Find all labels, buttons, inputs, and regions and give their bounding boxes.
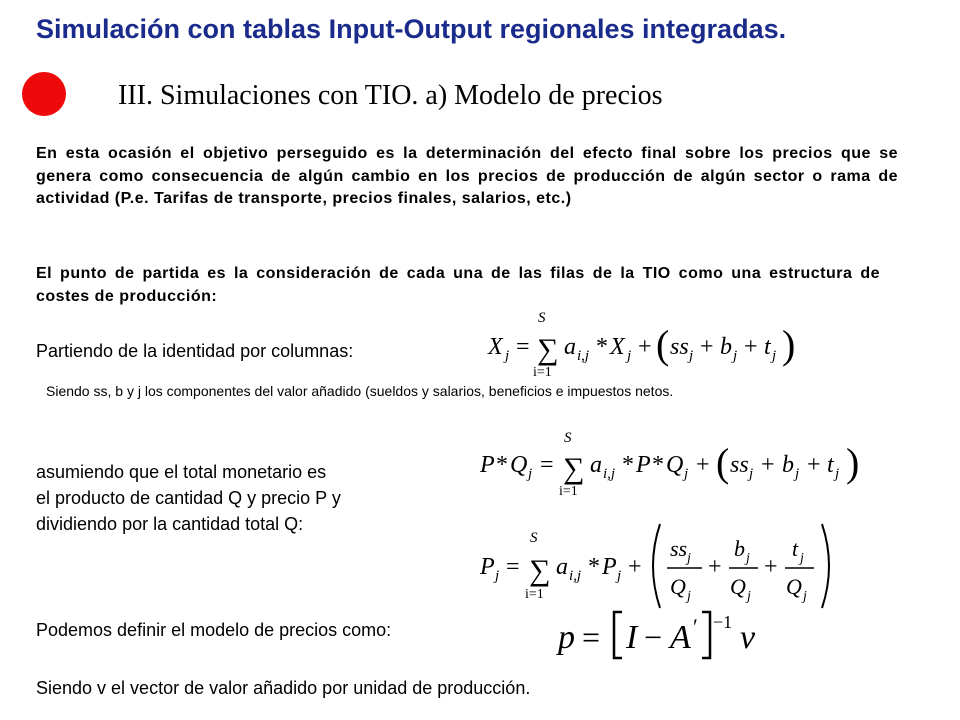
svg-text:A: A bbox=[670, 619, 691, 656]
svg-text:j: j bbox=[495, 568, 500, 584]
svg-text:p: p bbox=[558, 619, 575, 656]
svg-text:Q: Q bbox=[730, 574, 746, 599]
svg-text:i=1: i=1 bbox=[559, 484, 578, 499]
svg-text:j: j bbox=[687, 551, 691, 566]
assumption-line-2: el producto de cantidad Q y precio P y bbox=[36, 488, 341, 508]
svg-text:=: = bbox=[582, 619, 601, 655]
svg-text:): ) bbox=[846, 440, 860, 485]
svg-text:i=1: i=1 bbox=[525, 587, 544, 602]
svg-text:j: j bbox=[733, 348, 738, 364]
svg-text:+: + bbox=[628, 554, 642, 580]
svg-text:j: j bbox=[689, 348, 694, 364]
equation-unit-price bbox=[478, 518, 858, 614]
svg-text:=: = bbox=[516, 334, 530, 360]
svg-text:*: * bbox=[496, 452, 508, 478]
svg-text:P: P bbox=[602, 554, 617, 580]
svg-text:∑: ∑ bbox=[537, 333, 559, 366]
svg-text:+: + bbox=[708, 554, 722, 580]
svg-text:t: t bbox=[764, 334, 771, 360]
svg-text:+: + bbox=[638, 334, 652, 360]
slide-title: Simulación con tablas Input-Output regionales integradas. bbox=[36, 14, 787, 44]
svg-text:i,j: i,j bbox=[603, 466, 616, 482]
svg-text:b: b bbox=[782, 452, 794, 478]
svg-text:i,j: i,j bbox=[569, 568, 582, 584]
value-added-vector-text: Siendo v el vector de valor añadido por unidad de producción. bbox=[36, 678, 531, 698]
svg-text:P: P bbox=[636, 452, 651, 478]
equation-price-model bbox=[556, 604, 776, 664]
svg-text:*: * bbox=[588, 554, 600, 580]
svg-text:a: a bbox=[556, 554, 568, 580]
svg-text:j: j bbox=[835, 466, 840, 482]
red-bullet-circle bbox=[22, 72, 66, 116]
svg-text:S: S bbox=[530, 530, 538, 546]
svg-text:*: * bbox=[596, 334, 608, 360]
svg-text:): ) bbox=[782, 322, 796, 367]
svg-text:=: = bbox=[540, 452, 554, 478]
assumption-text bbox=[36, 459, 341, 537]
svg-text:*: * bbox=[622, 452, 634, 478]
svg-text:j: j bbox=[747, 589, 751, 604]
svg-text:S: S bbox=[564, 430, 572, 446]
svg-text:a: a bbox=[590, 452, 602, 478]
svg-text:+: + bbox=[761, 452, 775, 478]
svg-text:P: P bbox=[480, 452, 495, 478]
svg-text:j: j bbox=[803, 589, 807, 604]
svg-text:+: + bbox=[744, 334, 758, 360]
svg-text:j: j bbox=[528, 466, 533, 482]
svg-text:j: j bbox=[627, 348, 632, 364]
assumption-line-3: dividiendo por la cantidad total Q: bbox=[36, 514, 304, 534]
value-added-components-note: Siendo ss, b y j los componentes del valor añadido (sueldos y salarios, beneficios e impuestos netos. bbox=[46, 383, 674, 399]
sum-upper-limit: S bbox=[538, 310, 546, 326]
svg-text:j: j bbox=[795, 466, 800, 482]
sum-lower-limit: i=1 bbox=[533, 365, 552, 380]
svg-text:j: j bbox=[746, 551, 750, 566]
svg-text:+: + bbox=[700, 334, 714, 360]
svg-text:b: b bbox=[720, 334, 732, 360]
svg-text:Q: Q bbox=[510, 452, 528, 478]
svg-text:*: * bbox=[652, 452, 664, 478]
svg-text:+: + bbox=[764, 554, 778, 580]
svg-text:j: j bbox=[505, 348, 510, 364]
svg-text:j: j bbox=[772, 348, 777, 364]
svg-text:X: X bbox=[610, 334, 625, 360]
svg-text:j: j bbox=[684, 466, 689, 482]
svg-text:+: + bbox=[696, 452, 710, 478]
svg-text:∑: ∑ bbox=[529, 554, 551, 587]
svg-text:Q: Q bbox=[786, 574, 802, 599]
equation-price-quantity bbox=[478, 428, 878, 500]
svg-text:ss: ss bbox=[670, 334, 689, 360]
slide-subtitle: III. Simulaciones con TIO. a) Modelo de precios bbox=[118, 80, 663, 111]
svg-text:ss: ss bbox=[730, 452, 749, 478]
svg-text:Q: Q bbox=[670, 574, 686, 599]
svg-text:(: ( bbox=[716, 440, 730, 485]
svg-text:−: − bbox=[644, 619, 663, 655]
svg-text:(: ( bbox=[656, 322, 670, 367]
svg-text:Q: Q bbox=[666, 452, 684, 478]
svg-text:i,j: i,j bbox=[577, 348, 590, 364]
svg-text:t: t bbox=[827, 452, 834, 478]
starting-point-paragraph: El punto de partida es la consideración de cada una de las filas de la TIO como una estructura de costes de producción: bbox=[36, 265, 880, 305]
svg-text:a: a bbox=[564, 334, 576, 360]
svg-text:j: j bbox=[800, 551, 804, 566]
columns-identity-text: Partiendo de la identidad por columnas: bbox=[36, 341, 354, 361]
intro-paragraph: En esta ocasión el objetivo perseguido es la determinación del efecto final sobre los precios que se genera como consecuencia de algún cambio en los precios de producción de algún sector o rama de actividad (P.e. Tarifas de transporte, precios finales, salarios, etc.) bbox=[36, 145, 898, 207]
equation-column-identity bbox=[486, 308, 816, 380]
define-model-text: Podemos definir el modelo de precios como: bbox=[36, 620, 392, 640]
svg-text:ss: ss bbox=[670, 536, 688, 561]
svg-text:v: v bbox=[740, 619, 756, 656]
svg-text:X: X bbox=[488, 334, 503, 360]
svg-text:+: + bbox=[807, 452, 821, 478]
svg-text:b: b bbox=[734, 536, 745, 561]
svg-text:j: j bbox=[749, 466, 754, 482]
svg-text:j: j bbox=[617, 568, 622, 584]
svg-text:′: ′ bbox=[693, 614, 698, 639]
svg-text:P: P bbox=[480, 554, 495, 580]
svg-text:∑: ∑ bbox=[563, 452, 585, 485]
svg-text:=: = bbox=[506, 554, 520, 580]
assumption-line-1: asumiendo que el total monetario es bbox=[36, 462, 327, 482]
svg-text:j: j bbox=[687, 589, 691, 604]
svg-text:I: I bbox=[626, 619, 638, 656]
svg-text:t: t bbox=[792, 536, 799, 561]
svg-text:−1: −1 bbox=[713, 612, 733, 632]
